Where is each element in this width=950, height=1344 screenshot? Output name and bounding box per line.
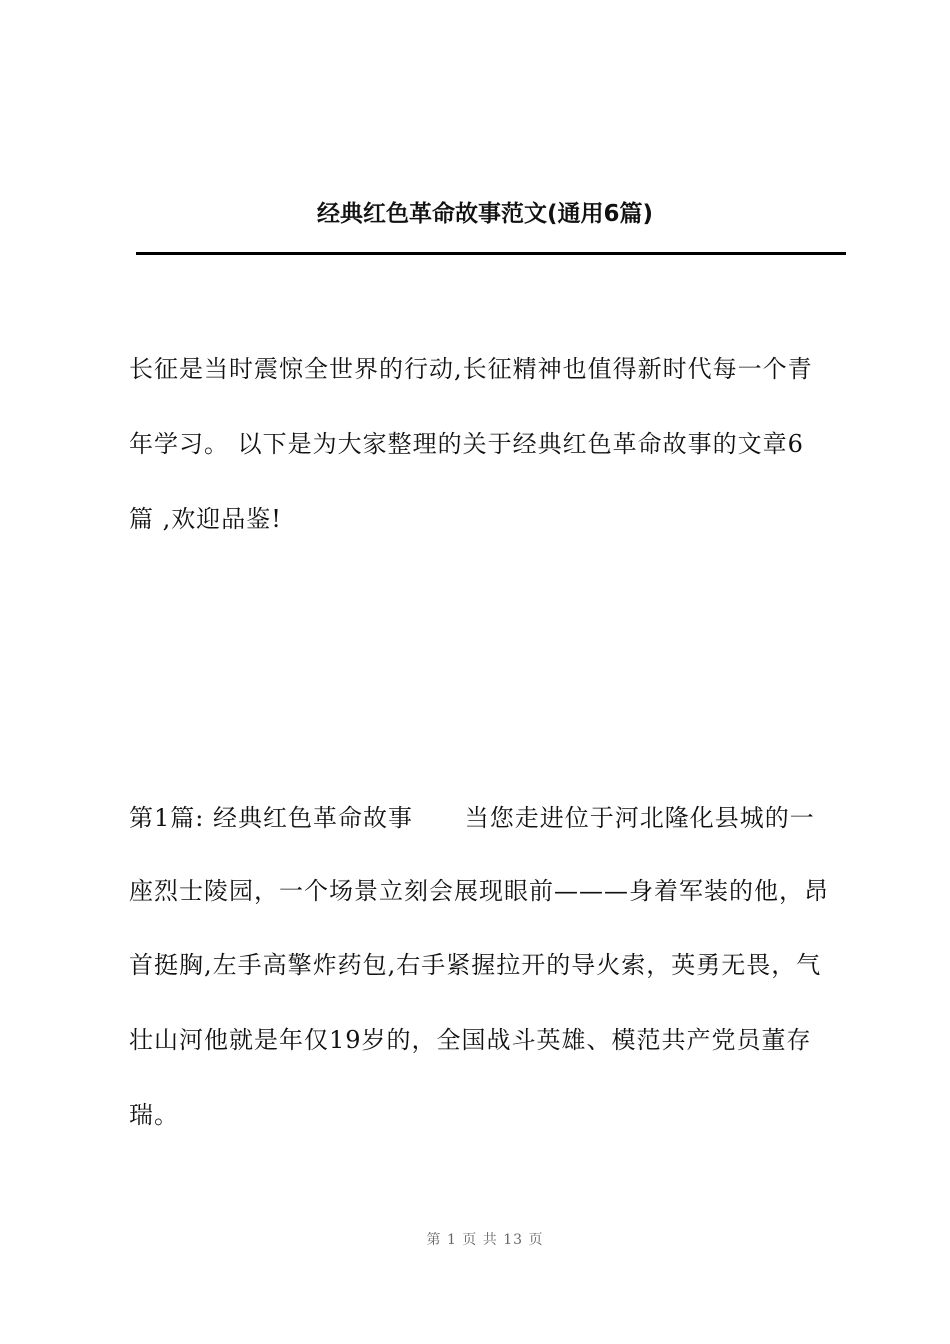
section1-line-5: 瑞。 xyxy=(129,1101,179,1129)
section1-line-2: 座烈士陵园，一个场景立刻会展现眼前———身着军装的他，昂 xyxy=(129,877,829,905)
page-footer: 第 1 页 共 13 页 xyxy=(426,1232,544,1248)
title-underline xyxy=(136,252,846,255)
intro-line-1: 长征是当时震惊全世界的行动,长征精神也值得新时代每一个青 xyxy=(129,355,813,383)
intro-line-3: 篇 ,欢迎品鉴! xyxy=(129,505,282,533)
document-title: 经典红色革命故事范文(通用6篇) xyxy=(316,201,654,227)
section1-line-4: 壮山河他就是年仅19岁的，全国战斗英雄、模范共产党员董存 xyxy=(129,1026,812,1054)
section1-line-3: 首挺胸,左手高擎炸药包,右手紧握拉开的导火索，英勇无畏，气 xyxy=(129,951,822,979)
section1-line-1: 第1篇: 经典红色革命故事 当您走进位于河北隆化县城的一 xyxy=(129,804,815,832)
intro-line-2: 年学习。 以下是为大家整理的关于经典红色革命故事的文章6 xyxy=(129,430,804,458)
